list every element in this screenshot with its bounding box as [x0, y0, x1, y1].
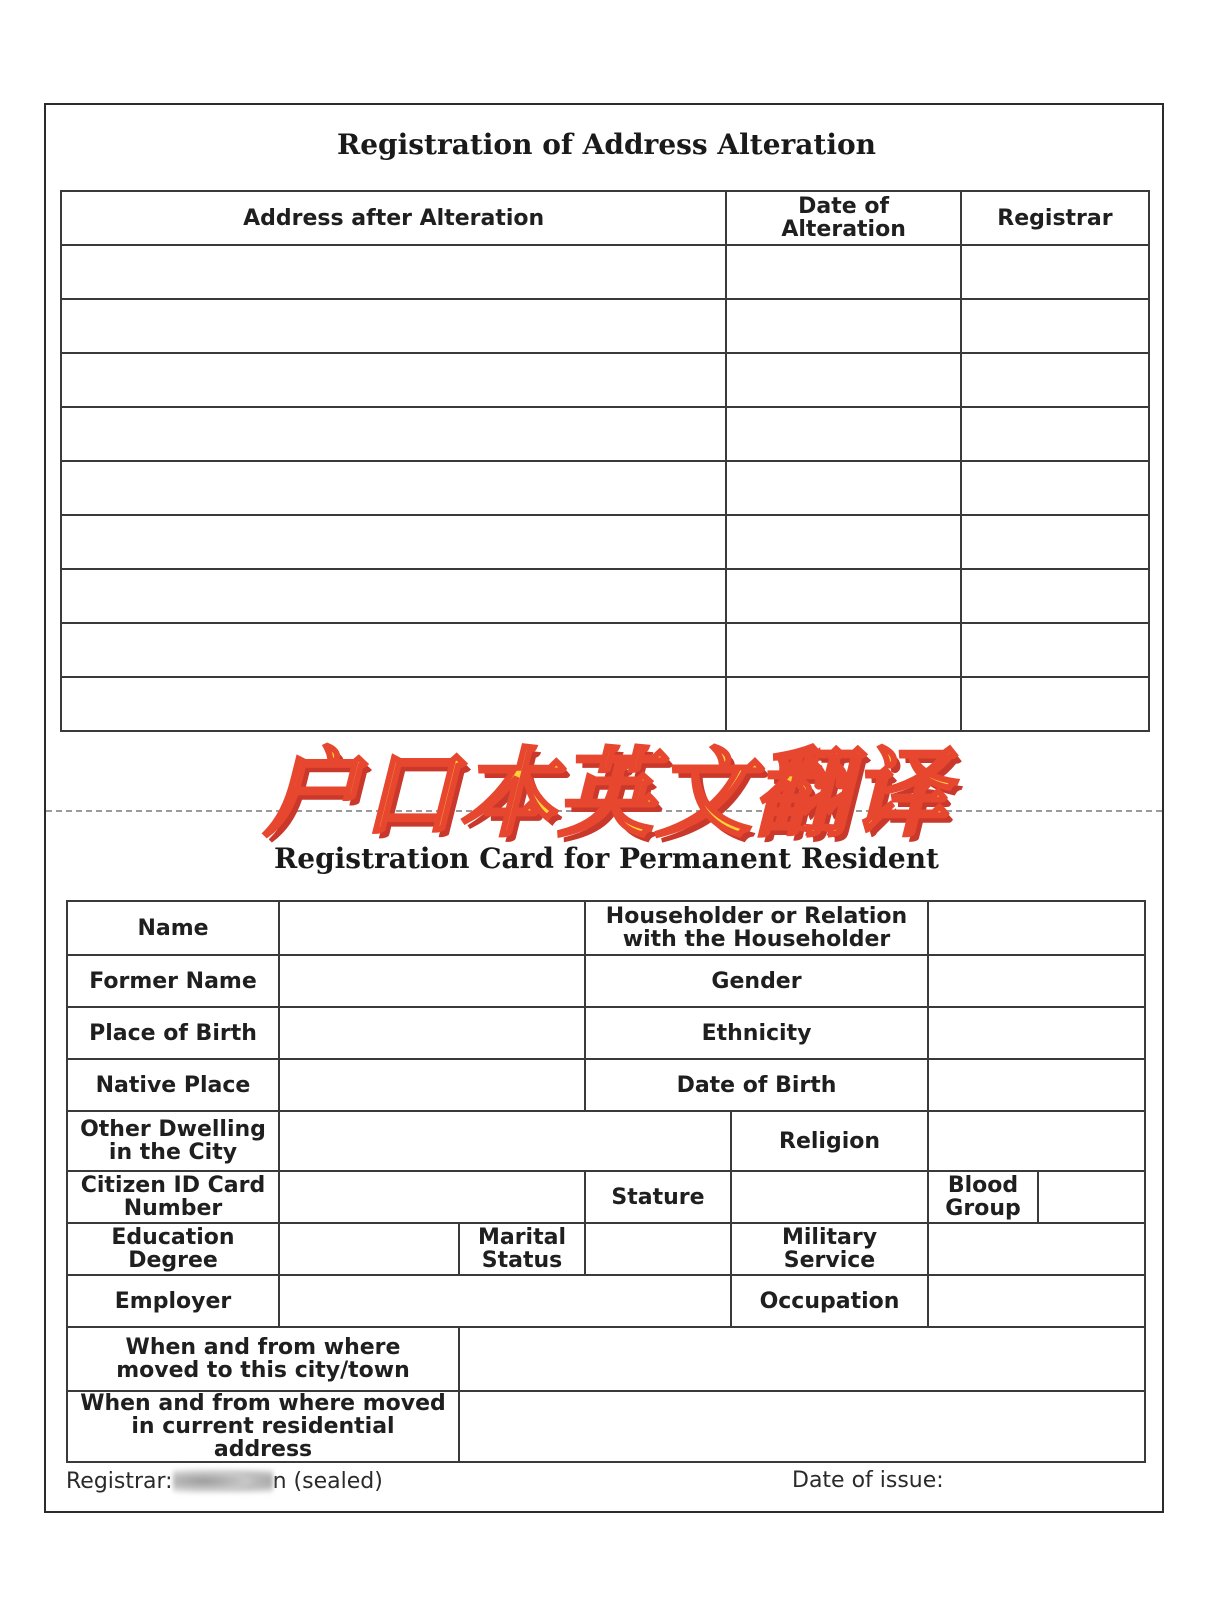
address-cell: [61, 515, 726, 569]
other-dwelling-label: Other Dwelling in the City: [67, 1111, 279, 1171]
table-row: [67, 1391, 1145, 1462]
date-cell: [726, 623, 961, 677]
other-dwelling-value: [279, 1111, 731, 1171]
column-header: Date of Alteration: [726, 191, 961, 245]
table-row: [61, 353, 1149, 407]
citizen-id-value: [279, 1171, 585, 1223]
blood-group-label: Blood Group: [928, 1171, 1038, 1223]
registrar-cell: [961, 569, 1149, 623]
registrar-cell: [961, 353, 1149, 407]
date-cell: [726, 407, 961, 461]
blood-group-value: [1038, 1171, 1145, 1223]
native-place-value: [279, 1059, 585, 1111]
employer-label: Employer: [67, 1275, 279, 1327]
table-row: [67, 1223, 1145, 1275]
occupation-label: Occupation: [731, 1275, 928, 1327]
table-row: [61, 245, 1149, 299]
stature-value: [731, 1171, 928, 1223]
place-of-birth-label: Place of Birth: [67, 1007, 279, 1059]
education-value: [279, 1223, 459, 1275]
marital-status-label: Marital Status: [459, 1223, 585, 1275]
address-alteration-table: [60, 190, 1150, 732]
ethnicity-value: [928, 1007, 1145, 1059]
column-header: Address after Alteration: [61, 191, 726, 245]
householder-value: [928, 901, 1145, 955]
military-service-value: [928, 1223, 1145, 1275]
registrar-cell: [961, 623, 1149, 677]
registrar-sealed-text: n (sealed): [272, 1469, 383, 1494]
table-row: [67, 1171, 1145, 1223]
table-header-row: [61, 191, 1149, 245]
address-cell: [61, 569, 726, 623]
date-cell: [726, 461, 961, 515]
ethnicity-label: Ethnicity: [585, 1007, 928, 1059]
date-cell: [726, 569, 961, 623]
date-of-birth-label: Date of Birth: [585, 1059, 928, 1111]
former-name-value: [279, 955, 585, 1007]
table-row: [61, 569, 1149, 623]
occupation-value: [928, 1275, 1145, 1327]
former-name-label: Former Name: [67, 955, 279, 1007]
gender-label: Gender: [585, 955, 928, 1007]
stature-label: Stature: [585, 1171, 731, 1223]
address-cell: [61, 407, 726, 461]
table-row: [61, 515, 1149, 569]
table-row: [67, 1007, 1145, 1059]
date-of-issue-label: Date of issue:: [792, 1468, 944, 1493]
employer-value: [279, 1275, 731, 1327]
table-row: [61, 623, 1149, 677]
date-cell: [726, 515, 961, 569]
date-cell: [726, 353, 961, 407]
citizen-id-label: Citizen ID Card Number: [67, 1171, 279, 1223]
resident-card-title: Registration Card for Permanent Resident: [274, 842, 939, 875]
address-cell: [61, 299, 726, 353]
registrar-cell: [961, 245, 1149, 299]
registrar-cell: [961, 407, 1149, 461]
moved-city-value: [459, 1327, 1145, 1391]
column-header: Registrar: [961, 191, 1149, 245]
religion-label: Religion: [731, 1111, 928, 1171]
table-row: [67, 1111, 1145, 1171]
watermark-text: 户口本英文翻译: [263, 738, 950, 850]
table-row: [67, 1059, 1145, 1111]
address-cell: [61, 623, 726, 677]
table-row: [61, 299, 1149, 353]
redacted-name-blur: [173, 1468, 273, 1494]
place-of-birth-value: [279, 1007, 585, 1059]
address-cell: [61, 461, 726, 515]
table-row: [61, 407, 1149, 461]
moved-city-label: When and from where moved to this city/town: [67, 1327, 459, 1391]
registrar-cell: [961, 515, 1149, 569]
registrar-line: [66, 1468, 383, 1494]
address-cell: [61, 353, 726, 407]
gender-value: [928, 955, 1145, 1007]
name-label: Name: [67, 901, 279, 955]
address-cell: [61, 245, 726, 299]
date-cell: [726, 299, 961, 353]
religion-value: [928, 1111, 1145, 1171]
table-row: [67, 901, 1145, 955]
moved-address-value: [459, 1391, 1145, 1462]
marital-status-value: [585, 1223, 731, 1275]
education-label: Education Degree: [67, 1223, 279, 1275]
resident-card-table: [66, 900, 1146, 1463]
date-of-birth-value: [928, 1059, 1145, 1111]
date-cell: [726, 245, 961, 299]
table-row: [67, 1275, 1145, 1327]
registrar-cell: [961, 299, 1149, 353]
registrar-cell: [961, 461, 1149, 515]
householder-label: Householder or Relation with the Householder: [585, 901, 928, 955]
address-alteration-title: Registration of Address Alteration: [336, 128, 877, 161]
name-value: [279, 901, 585, 955]
table-row: [61, 461, 1149, 515]
table-row: [67, 955, 1145, 1007]
moved-address-label: When and from where moved in current residential address: [67, 1391, 459, 1462]
native-place-label: Native Place: [67, 1059, 279, 1111]
table-row: [67, 1327, 1145, 1391]
military-service-label: Military Service: [731, 1223, 928, 1275]
registrar-label: Registrar:: [66, 1469, 173, 1494]
